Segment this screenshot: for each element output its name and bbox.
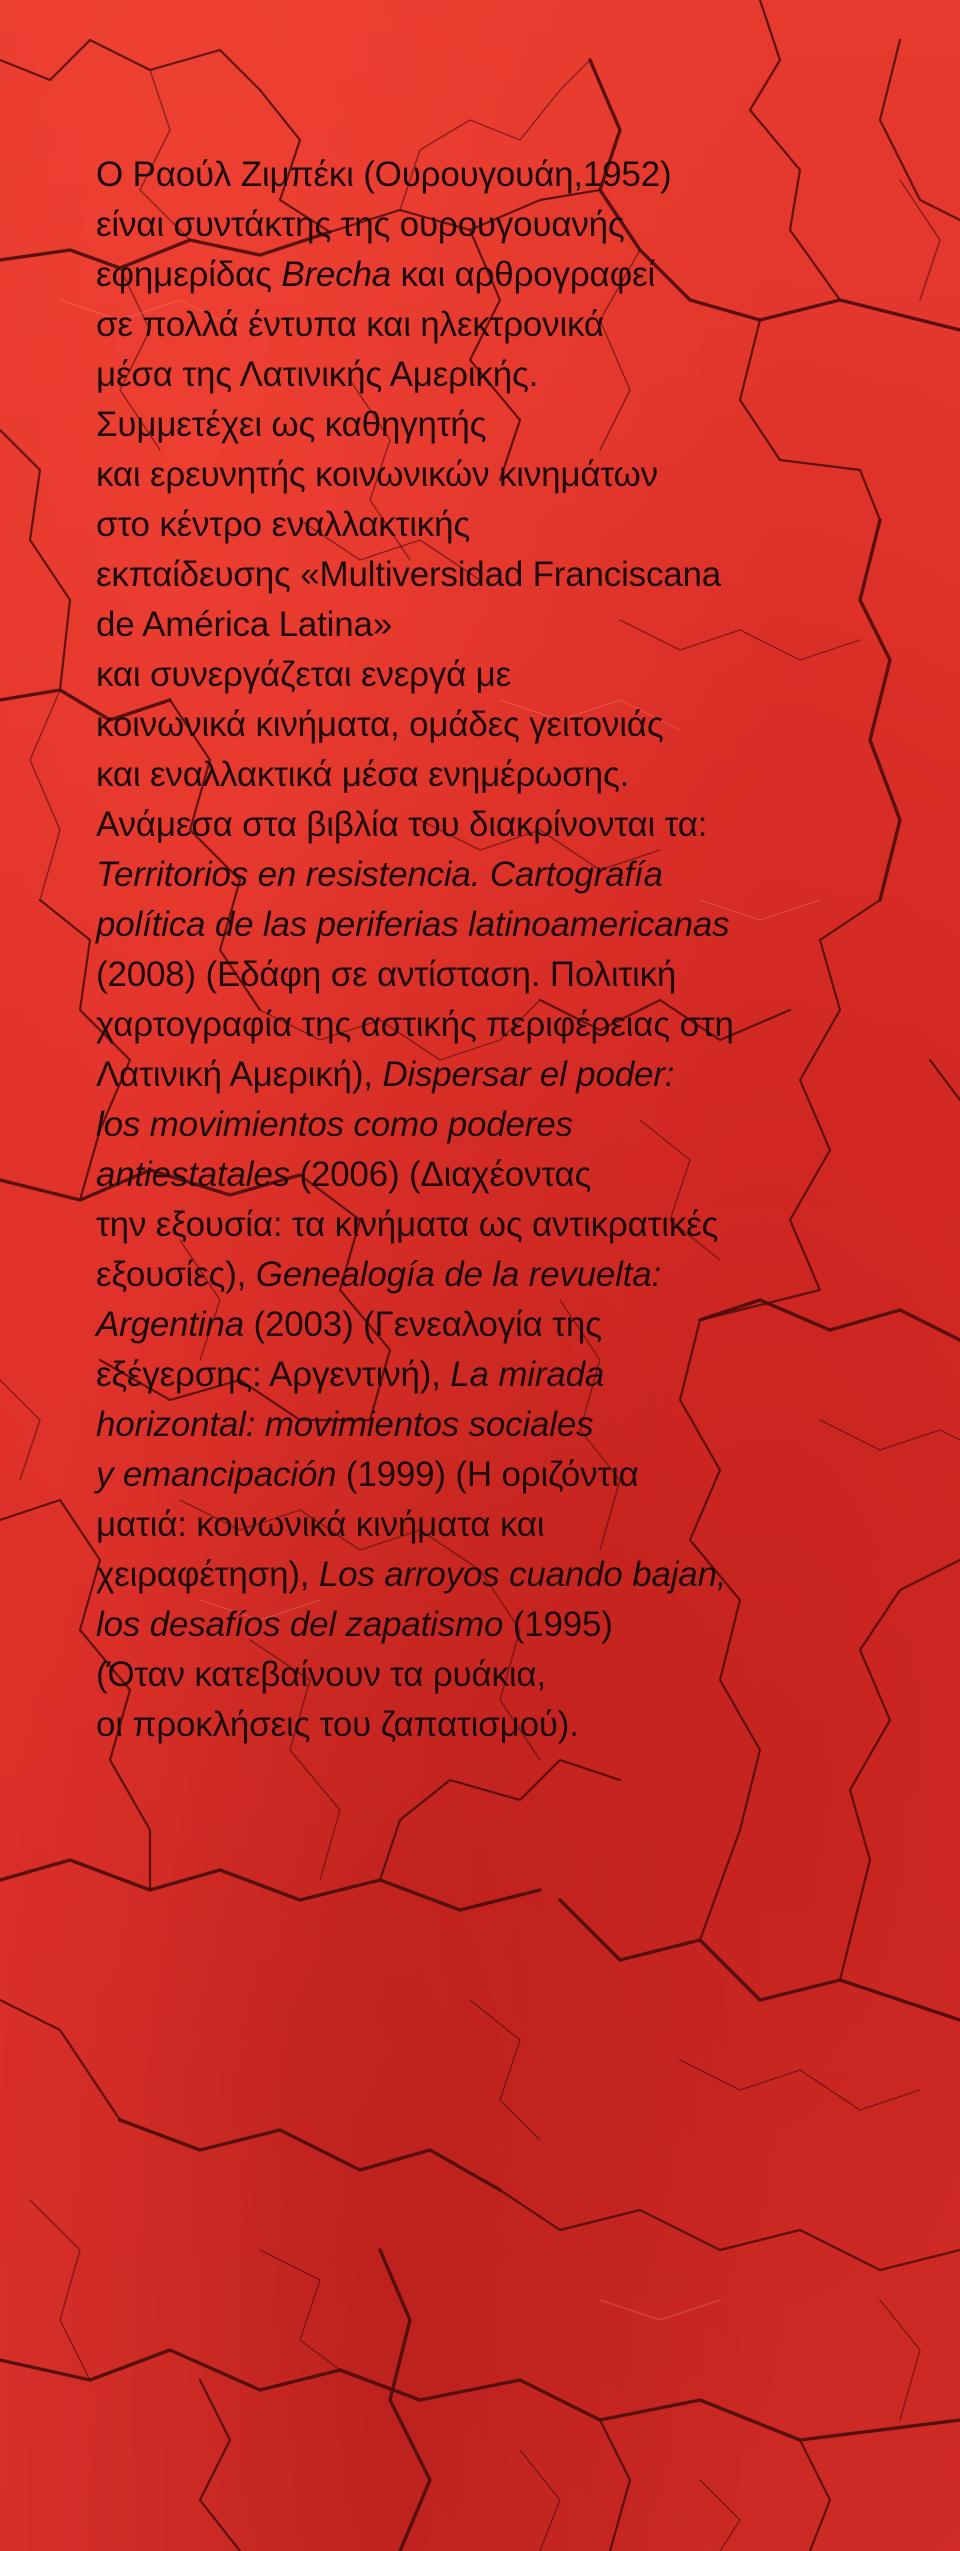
bio-line <box>96 1400 856 1450</box>
bio-text: εξουσίες), <box>96 1255 256 1294</box>
bio-line <box>96 750 856 800</box>
bio-line <box>96 350 856 400</box>
bio-line <box>96 850 856 900</box>
bio-line <box>96 950 856 1000</box>
bio-text: την εξουσία: τα κινήματα ως αντικρατικές <box>96 1205 719 1244</box>
bio-text: Ο Ραούλ Ζιμπέκι (Ουρουγουάη,1952) <box>96 155 672 194</box>
bio-line <box>96 1150 856 1200</box>
bio-line <box>96 150 856 200</box>
bio-italic-title: horizontal: movimientos sociales <box>96 1405 594 1444</box>
bio-text: στο κέντρο εναλλακτικής <box>96 505 471 544</box>
bio-line <box>96 400 856 450</box>
bio-italic-title: Brecha <box>281 255 392 294</box>
bio-text: και συνεργάζεται ενεργά με <box>96 655 512 694</box>
bio-text: ματιά: κοινωνικά κινήματα και <box>96 1505 545 1544</box>
bio-text: (2006) (Διαχέοντας <box>289 1155 592 1194</box>
bio-line <box>96 1100 856 1150</box>
bio-italic-title: los desafíos del zapatismo <box>96 1605 504 1644</box>
bio-text: Συμμετέχει ως καθηγητής <box>96 405 487 444</box>
bio-line <box>96 1700 856 1750</box>
author-biography <box>96 150 856 1750</box>
bio-text: εκπαίδευσης «Multiversidad Franciscana <box>96 555 722 594</box>
bio-line <box>96 1200 856 1250</box>
bio-text: de América Latina» <box>96 605 393 644</box>
bio-text: χειραφέτηση), <box>96 1555 319 1594</box>
bio-italic-title: Territorios en resistencia. Cartografía <box>96 855 663 894</box>
bio-italic-title: política de las periferias latinoamericanas <box>96 905 730 944</box>
bio-line <box>96 1300 856 1350</box>
bio-line <box>96 900 856 950</box>
bio-line <box>96 1550 856 1600</box>
bio-italic-title: Genealogía de la revuelta: <box>255 1255 662 1294</box>
bio-line <box>96 1650 856 1700</box>
bio-text: οι προκλήσεις του ζαπατισμού). <box>96 1705 579 1744</box>
bio-italic-title: Los arroyos cuando bajan, <box>318 1555 727 1594</box>
bio-text: εφημερίδας <box>96 255 282 294</box>
bio-line <box>96 550 856 600</box>
bio-line <box>96 1450 856 1500</box>
bio-text: και εναλλακτικά μέσα ενημέρωσης. <box>96 755 630 794</box>
bio-line <box>96 1600 856 1650</box>
bio-text: (2003) (Γενεαλογία της <box>244 1305 602 1344</box>
bio-line <box>96 800 856 850</box>
bio-line <box>96 450 856 500</box>
bio-text: (2008) (Εδάφη σε αντίσταση. Πολιτική <box>96 955 677 994</box>
bio-italic-title: La mirada <box>450 1355 605 1394</box>
bio-text: (Όταν κατεβαίνουν τα ρυάκια, <box>96 1655 546 1694</box>
bio-text: Λατινική Αμερική), <box>96 1055 383 1094</box>
bio-text: είναι συντάκτης της ουρουγουανής <box>96 205 625 244</box>
bio-line <box>96 1250 856 1300</box>
bio-line <box>96 1050 856 1100</box>
bio-text: μέσα της Λατινικής Αμερικής. <box>96 355 539 394</box>
bio-italic-title: y emancipación <box>96 1455 337 1494</box>
bio-line <box>96 500 856 550</box>
bio-italic-title: Dispersar el poder: <box>382 1055 675 1094</box>
bio-text: (1999) (Η οριζόντια <box>336 1455 639 1494</box>
bio-italic-title: antiestatales <box>96 1155 290 1194</box>
bio-text: σε πολλά έντυπα και ηλεκτρονικά <box>96 305 604 344</box>
bio-italic-title: Argentina <box>96 1305 245 1344</box>
bio-text: και αρθρογραφεί <box>391 255 656 294</box>
bio-text: κοινωνικά κινήματα, ομάδες γειτονιάς <box>96 705 664 744</box>
bio-text: χαρτογραφία της αστικής περιφέρειας στη <box>96 1005 734 1044</box>
bio-italic-title: los movimientos como poderes <box>96 1105 573 1144</box>
bio-line <box>96 200 856 250</box>
bio-text: εξέγερσης: Αργεντινή), <box>96 1355 451 1394</box>
bio-line <box>96 300 856 350</box>
bio-text: και ερευνητής κοινωνικών κινημάτων <box>96 455 658 494</box>
bio-line <box>96 650 856 700</box>
bio-line <box>96 1000 856 1050</box>
bio-line <box>96 600 856 650</box>
bio-text: Ανάμεσα στα βιβλία του διακρίνονται τα: <box>96 805 708 844</box>
bio-line <box>96 1500 856 1550</box>
bio-text: (1995) <box>503 1605 613 1644</box>
bio-line <box>96 1350 856 1400</box>
bio-line <box>96 700 856 750</box>
bio-line <box>96 250 856 300</box>
